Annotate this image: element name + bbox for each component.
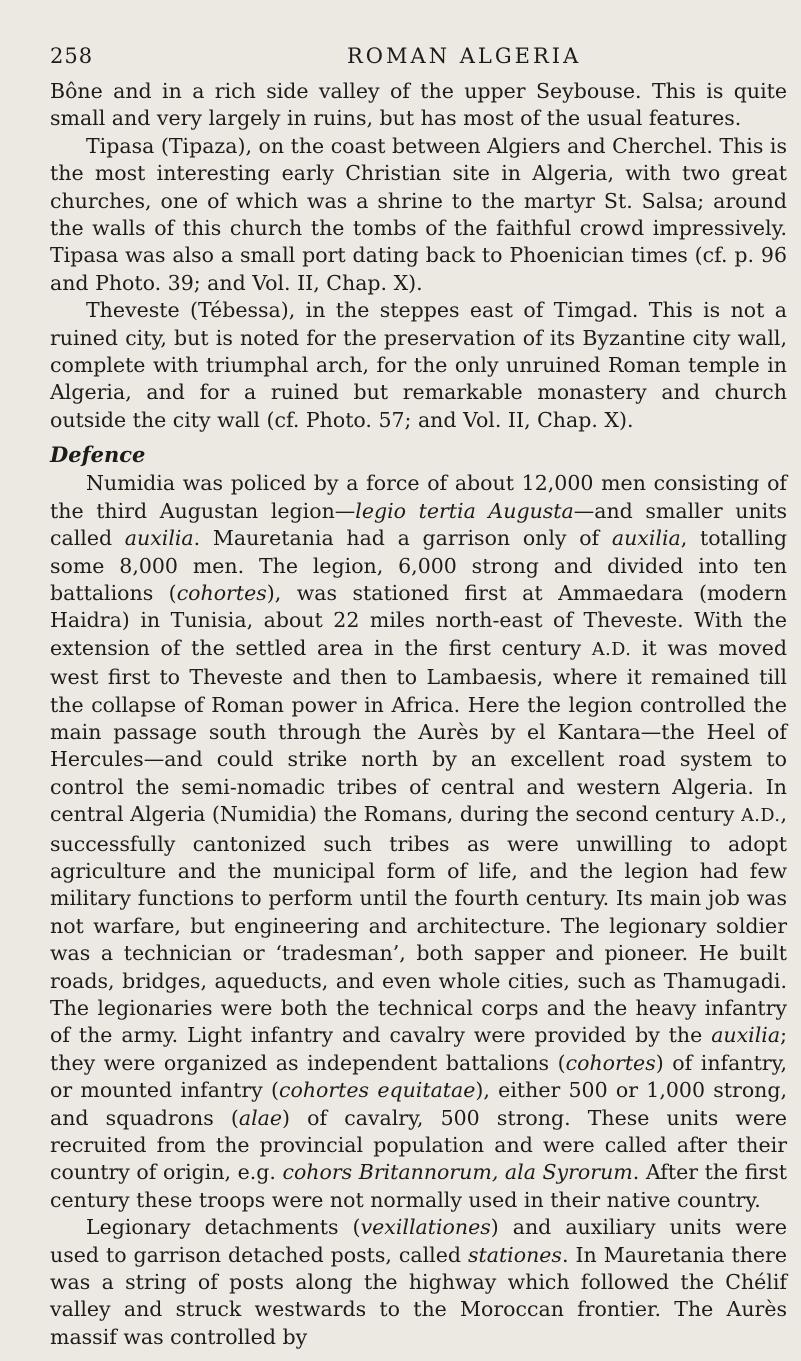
italic-term: vexillationes [360,1215,491,1240]
text-run: —and smaller units called [50,498,787,551]
paragraph-theveste: Theveste (Tébessa), in the steppes east of Timgad. This is not a ruined city, but is noted for the preservation of its Byzantine city wall, complete with triumphal arch, for the only unruined Roman temple in Algeria, and for a ruined but remarkable monastery and church outside the city wall (cf. Photo. 57; and Vol. II, Chap. X). [50,298,787,432]
paragraph-bone: Bône and in a rich side valley of the upper Seybouse. This is quite small and very largely in ruins, but has most of the usual features. [50,79,787,131]
text-run: . In Mauretania there was a string of posts along the highway which followed the Chélif valley and struck westwards to the Moroccan frontier. The Aurès massif was controlled by [50,1242,787,1349]
text-run: Legionary detachments ( [86,1215,361,1240]
italic-term: stationes [467,1242,562,1267]
text-run: ) of cavalry, 500 strong. These units were recruited from the provincial population and were called after their country of origin, e.g. [50,1105,787,1185]
text-run: ) and auxiliary units were used to garrison detached posts, called [50,1215,787,1267]
running-head [50,44,787,72]
text-run: ), either 500 or 1,000 strong, and squadrons ( [50,1078,788,1130]
text-run: ), was stationed first at Ammaedara (modern Haidra) in Tunisia, about 22 miles north-east of Theveste. With the extension of the settled area in the first century [50,580,787,660]
paragraph-numidia [50,470,787,1214]
text-run: , totalling some 8,000 men. The legion, 6,000 strong and divided into ten battalions ( [50,526,787,605]
italic-term: cohortes [176,580,267,605]
text-run: it was moved west first to Theveste and then to Lambaesis, where it remained till the collapse of Roman power in Africa. Here the legion controlled the main passage south through the Aurès by el Kantara—the Heel of Hercules—and could strike north by an excellent road system to control the semi-nomadic tribes of central and western Algeria. In central Algeria (Numidia) the Romans, during the second century [50,635,787,827]
running-title: ROMAN ALGERIA [347,44,582,68]
italic-term: auxilia [124,526,194,551]
italic-term: cohors Britannorum, ala Syrorum [282,1160,633,1185]
text-run: Numidia was policed by a force of about 12,000 men consisting of the third Augustan legion— [50,471,787,523]
italic-term: auxilia [711,1023,781,1048]
italic-term: auxilia [611,526,681,551]
paragraph-legionary-detachments [50,1214,787,1351]
italic-term: legio tertia Augusta [355,498,574,523]
page-number: 258 [50,44,94,68]
text-run: ) of infantry, or mounted infantry ( [50,1050,787,1103]
italic-term: cohortes [565,1050,656,1075]
section-heading-defence: Defence [50,442,146,468]
text-run: , successfully cantonized such tribes as were unwilling to adopt agriculture and the municipal form of life, and the legion had few military functions to perform until the fourth century. Its main job was not warfare, but engineering and architecture. The legionary soldier was a technician or ‘tradesman’, both sapper and pioneer. He built roads, bridges, aqueducts, and even whole cities, such as Thamugadi. The legionaries were both the technical corps and the heavy infantry of the army. Light infantry and cavalry were provided by the [50,802,787,1048]
text-run: . After the first century these troops were not normally used in their native country. [50,1160,787,1212]
small-caps-era: A.D. [741,806,781,827]
italic-term: cohortes equitatae [279,1078,476,1103]
text-run: . Mauretania had a garrison only of [193,526,612,551]
text-run: ; they were organized as independent battalions ( [50,1023,787,1075]
italic-term: alae [238,1105,283,1130]
paragraph-tipasa: Tipasa (Tipaza), on the coast between Algiers and Cherchel. This is the most interesting early Christian site in Algeria, with two great churches, one of which was a shrine to the martyr St. Salsa; around the walls of this church the tombs of the faithful crowd impressively. Tipasa was also a small port dating back to Phoenician times (cf. p. 96 and Photo. 39; and Vol. II, Chap. X). [50,133,787,295]
small-caps-era: A.D. [591,639,632,660]
